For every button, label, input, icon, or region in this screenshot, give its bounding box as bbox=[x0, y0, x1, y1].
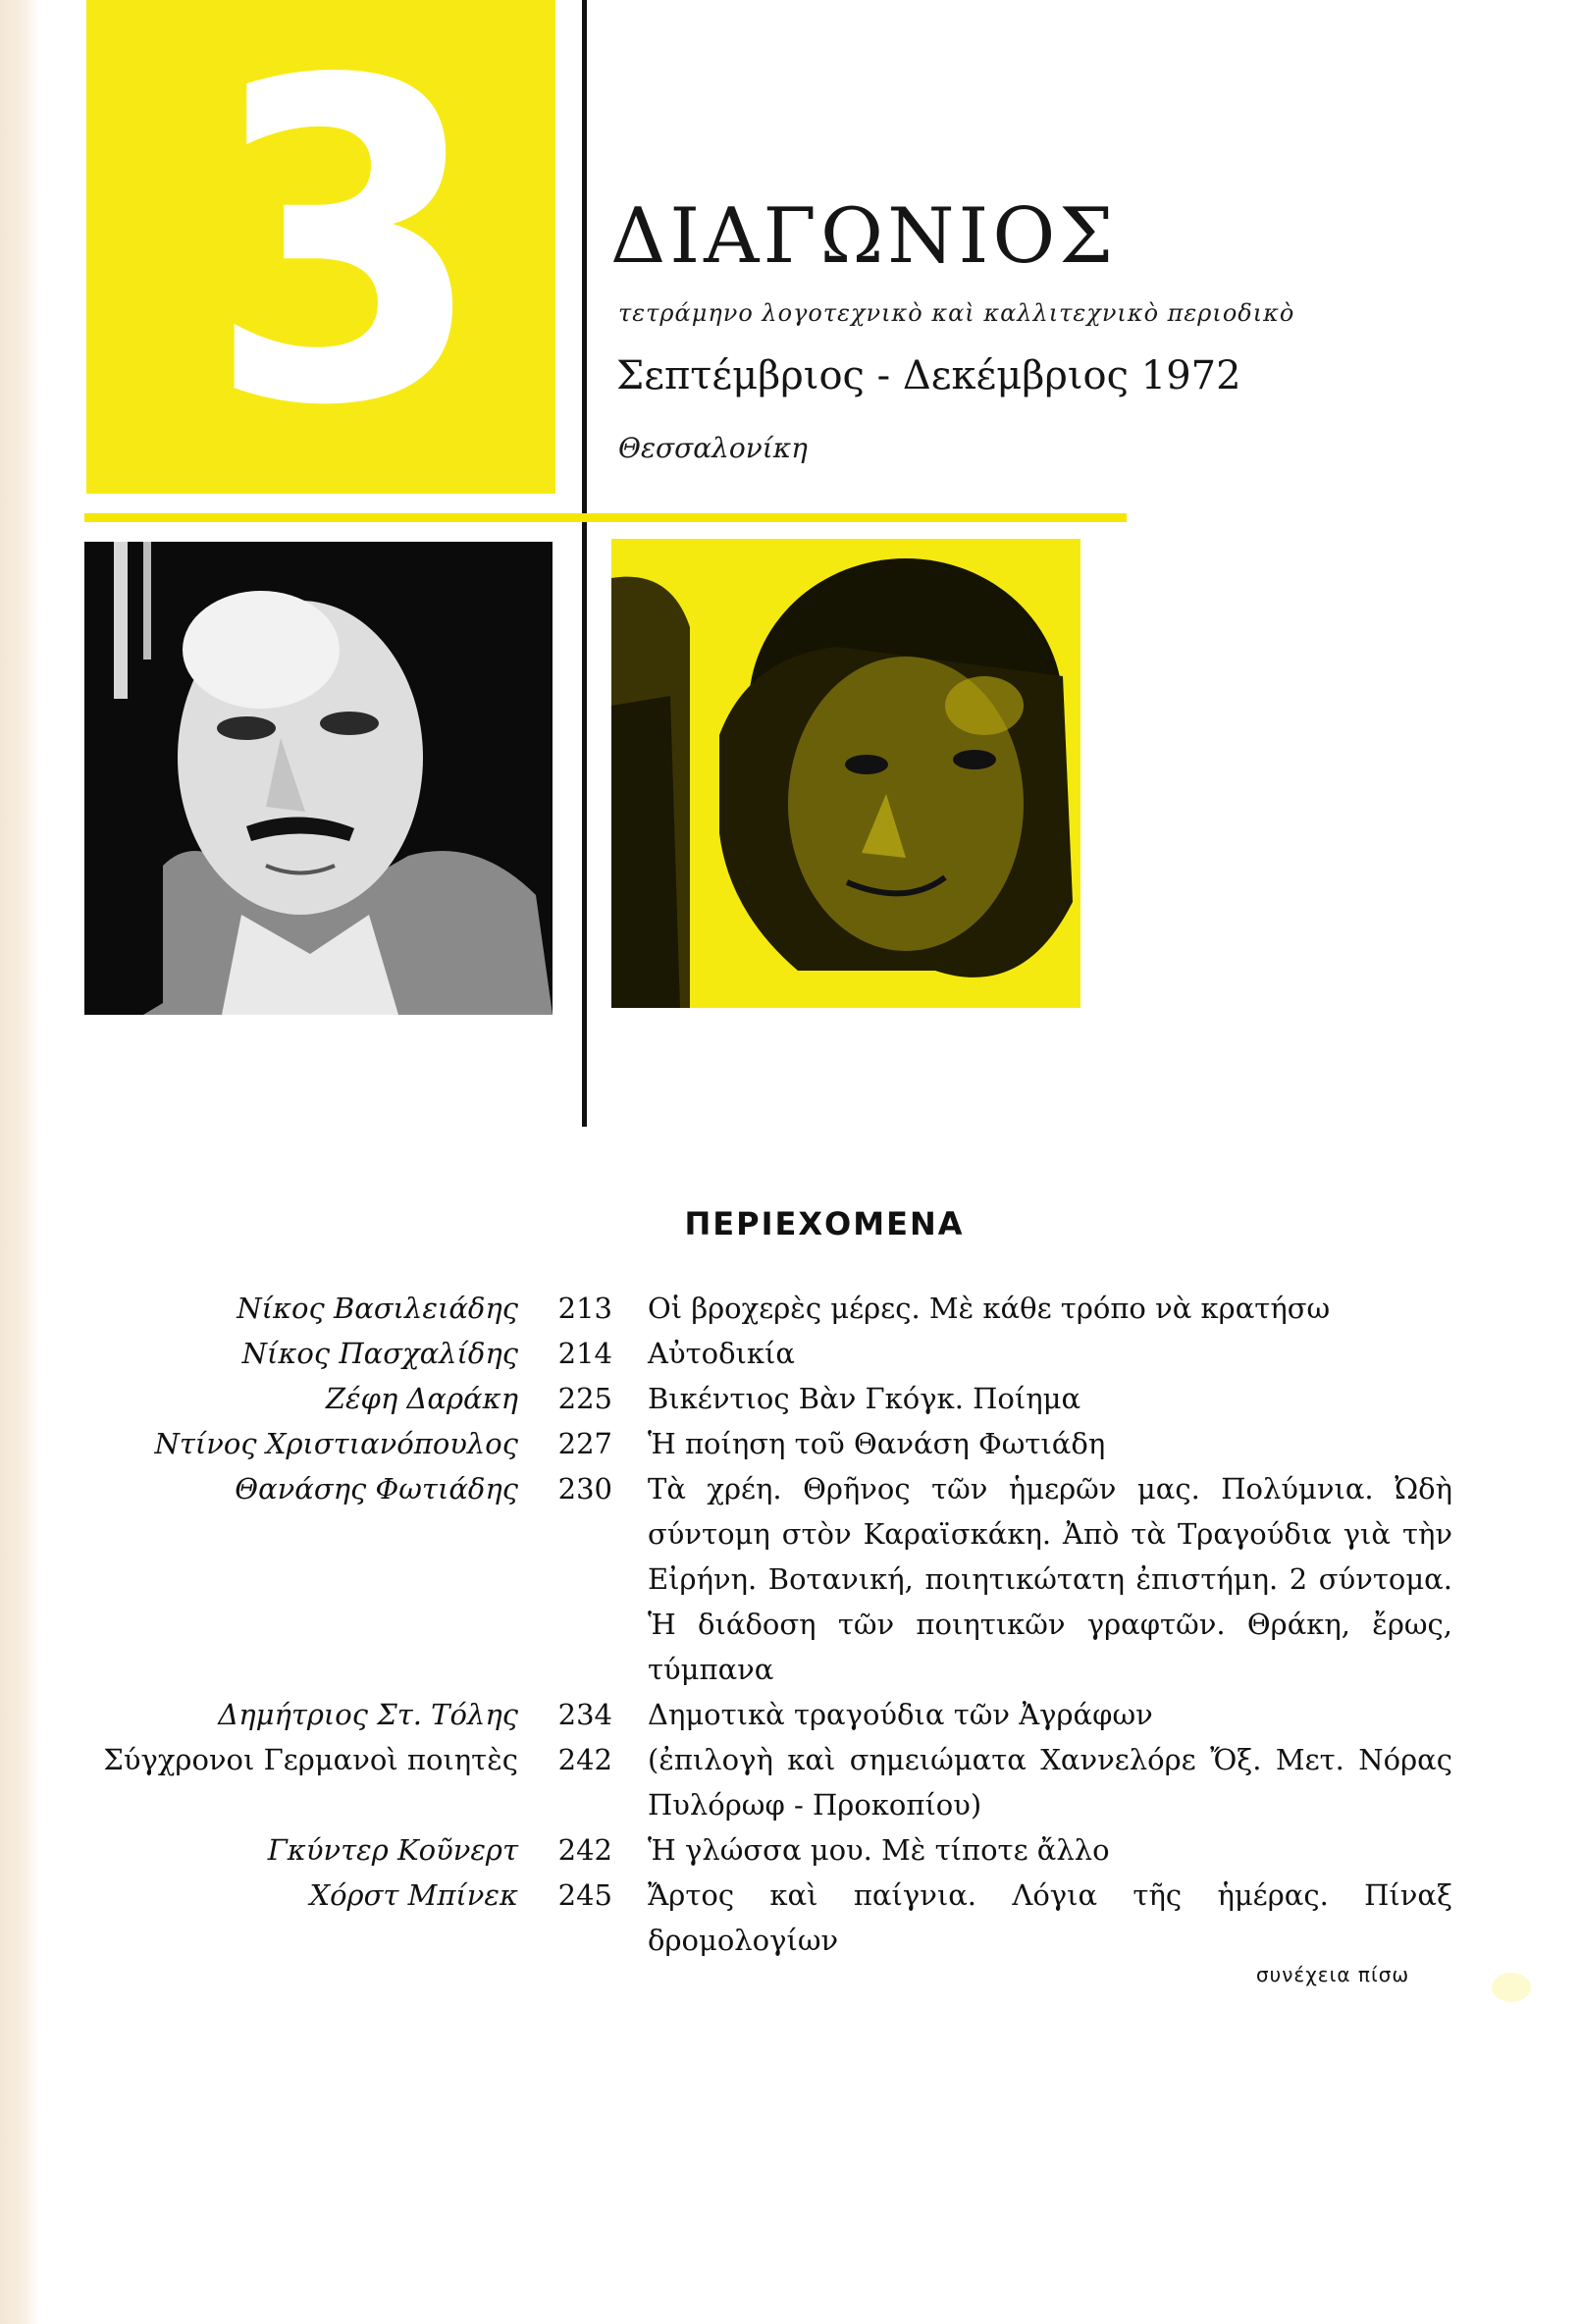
toc-title: Ἡ ποίηση τοῦ Θανάση Φωτιάδη bbox=[648, 1427, 1106, 1460]
toc-author: Χόρστ Μπίνεκ bbox=[309, 1878, 518, 1912]
toc-author: Γκύντερ Κοῦνερτ bbox=[267, 1833, 518, 1867]
toc-author: Νίκος Βασιλειάδης bbox=[237, 1292, 518, 1325]
toc-title: Αὐτοδικία bbox=[648, 1337, 795, 1370]
toc-page-number: 242 bbox=[557, 1833, 612, 1867]
vertical-rule bbox=[582, 0, 587, 1127]
toc-entry bbox=[0, 1873, 1580, 1963]
toc-title: Οἱ βροχερὲς μέρες. Μὲ κάθε τρόπο νὰ κρατήσω bbox=[648, 1292, 1331, 1325]
portrait-right-illustration bbox=[611, 539, 1080, 1008]
issue-date: Σεπτέμβριος - Δεκέμβριος 1972 bbox=[616, 353, 1241, 398]
magazine-title: ΔΙΑΓΩΝΙΟΣ bbox=[610, 192, 1118, 281]
portrait-photo-left bbox=[84, 542, 553, 1015]
toc-entry bbox=[0, 1737, 1580, 1827]
toc-title: Βικέντιος Βὰν Γκόγκ. Ποίημα bbox=[648, 1382, 1081, 1415]
toc-author: Θανάσης Φωτιάδης bbox=[235, 1472, 518, 1505]
toc-entry bbox=[0, 1376, 1580, 1421]
toc-title: (ἐπιλογὴ καὶ σημειώματα Χαννελόρε Ὄξ. Μετ. Νόρας Πυλόρωφ - Προκοπίου) bbox=[648, 1743, 1452, 1822]
toc-entry bbox=[0, 1827, 1580, 1873]
toc-page-number: 242 bbox=[557, 1743, 612, 1776]
toc-author: Σύγχρονοι Γερμανοὶ ποιητὲς bbox=[103, 1743, 518, 1776]
portrait-photo-right bbox=[611, 539, 1080, 1008]
toc-entry bbox=[0, 1466, 1580, 1692]
toc-author: Ζέφη Δαράκη bbox=[325, 1382, 518, 1415]
toc-page-number: 227 bbox=[557, 1427, 612, 1460]
toc-title: Τὰ χρέη. Θρῆνος τῶν ἡμερῶν μας. Πολύμνια. Ὠδὴ σύντομη στὸν Καραϊσκάκη. Ἀπὸ τὰ Τραγούδια γιὰ τὴν Εἰρήνη. Βοτανική, ποιητικώτατη ἐπιστήμη. 2 σύντομα. Ἡ διάδοση τῶν ποιητικῶν γραφτῶν. Θράκη, ἔρως, τύμπανα bbox=[648, 1472, 1452, 1686]
horizontal-yellow-rule bbox=[84, 513, 1127, 522]
toc-page-number: 234 bbox=[557, 1698, 612, 1731]
toc-page-number: 225 bbox=[557, 1382, 612, 1415]
publication-city: Θεσσαλονίκη bbox=[618, 432, 808, 464]
toc-page-number: 214 bbox=[557, 1337, 612, 1370]
toc-page-number: 245 bbox=[557, 1878, 612, 1912]
portrait-left-illustration bbox=[84, 542, 553, 1015]
issue-number: 3 bbox=[207, 0, 485, 502]
toc-author: Ντίνος Χριστιανόπουλος bbox=[154, 1427, 518, 1460]
table-of-contents bbox=[0, 1286, 1580, 1963]
toc-page-number: 230 bbox=[557, 1472, 612, 1505]
paper-stain bbox=[1492, 1973, 1531, 2002]
toc-entry bbox=[0, 1692, 1580, 1737]
page-edge bbox=[0, 0, 39, 2324]
toc-page-number: 213 bbox=[557, 1292, 612, 1325]
contents-heading: ΠΕΡΙΕΧΟΜΕΝΑ bbox=[684, 1205, 965, 1242]
toc-entry bbox=[0, 1286, 1580, 1331]
toc-title: Ἡ γλώσσα μου. Μὲ τίποτε ἄλλο bbox=[648, 1833, 1110, 1867]
toc-entry bbox=[0, 1421, 1580, 1466]
magazine-subtitle: τετράμηνο λογοτεχνικὸ καὶ καλλιτεχνικὸ περιοδικὸ bbox=[618, 299, 1295, 327]
toc-author: Δημήτριος Στ. Τόλης bbox=[218, 1698, 518, 1731]
continued-note: συνέχεια πίσω bbox=[1256, 1963, 1410, 1986]
toc-entry bbox=[0, 1331, 1580, 1376]
toc-author: Νίκος Πασχαλίδης bbox=[241, 1337, 518, 1370]
toc-title: Δημοτικὰ τραγούδια τῶν Ἀγράφων bbox=[648, 1698, 1153, 1731]
toc-title: Ἄρτος καὶ παίγνια. Λόγια τῆς ἡμέρας. Πίναξ δρομολογίων bbox=[648, 1878, 1452, 1957]
